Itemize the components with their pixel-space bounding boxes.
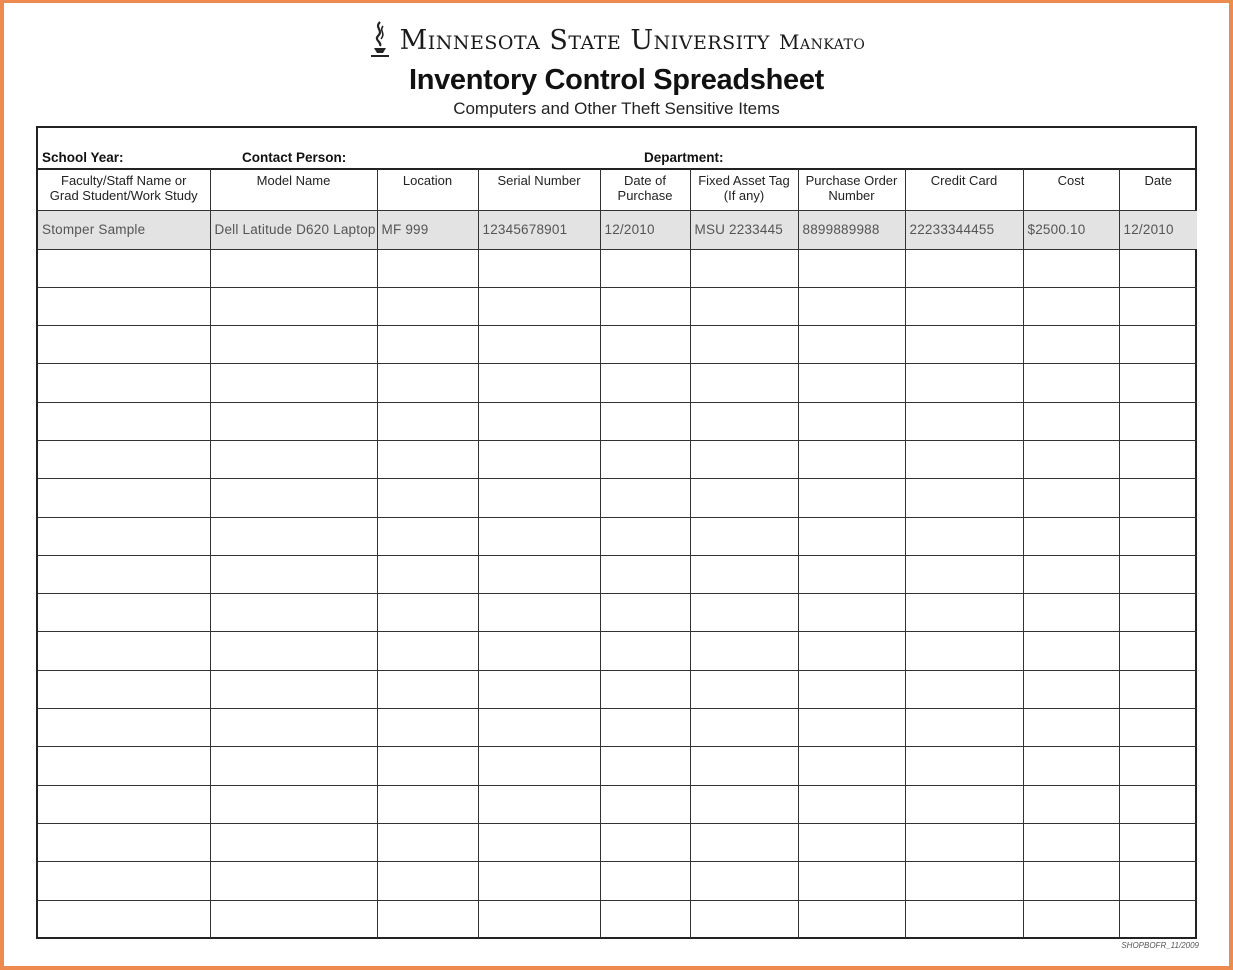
col-fixed-asset-tag-cell[interactable]	[690, 862, 798, 900]
col-credit-card-cell[interactable]	[905, 364, 1023, 402]
col-credit-card-cell[interactable]	[905, 594, 1023, 632]
col-fixed-asset-tag-cell[interactable]	[690, 402, 798, 440]
col-location-cell[interactable]	[377, 900, 478, 938]
col-location-cell[interactable]	[377, 402, 478, 440]
col-po-number-cell[interactable]	[798, 747, 905, 785]
col-serial-number-cell[interactable]	[478, 900, 600, 938]
col-fixed-asset-tag-cell[interactable]: MSU 2233445	[690, 210, 798, 249]
col-credit-card-cell[interactable]	[905, 709, 1023, 747]
col-date-cell[interactable]	[1119, 594, 1197, 632]
contact-person-label: Contact Person:	[242, 150, 347, 165]
university-logo	[0, 18, 1233, 62]
col-date-cell[interactable]	[1119, 670, 1197, 708]
inventory-table	[38, 169, 1197, 938]
col-date-cell[interactable]	[1119, 326, 1197, 364]
col-name-cell[interactable]: Stomper Sample	[38, 210, 210, 249]
col-model-name-cell[interactable]	[210, 862, 377, 900]
col-location-header	[377, 169, 478, 210]
table-row	[38, 517, 1197, 555]
col-location-cell[interactable]	[377, 517, 478, 555]
col-serial-number-cell[interactable]	[478, 364, 600, 402]
col-credit-card-cell[interactable]	[905, 249, 1023, 287]
col-name-cell[interactable]	[38, 670, 210, 708]
col-serial-number-cell[interactable]	[478, 440, 600, 478]
col-po-number-cell[interactable]	[798, 402, 905, 440]
col-name-cell[interactable]	[38, 402, 210, 440]
col-name-cell[interactable]	[38, 555, 210, 593]
col-date-of-purchase-cell[interactable]: 12/2010	[600, 210, 690, 249]
col-name-cell[interactable]	[38, 326, 210, 364]
col-location-cell[interactable]	[377, 326, 478, 364]
table-row	[38, 402, 1197, 440]
page-title: Inventory Control Spreadsheet	[408, 64, 825, 96]
table-row	[38, 785, 1197, 823]
col-name-cell[interactable]	[38, 249, 210, 287]
col-date-of-purchase-cell[interactable]	[600, 364, 690, 402]
col-date-header	[1119, 169, 1197, 210]
col-serial-number-cell[interactable]: 12345678901	[478, 210, 600, 249]
col-date-of-purchase-cell[interactable]	[600, 402, 690, 440]
col-po-number-cell[interactable]	[798, 709, 905, 747]
col-credit-card-cell[interactable]	[905, 823, 1023, 861]
col-date-of-purchase-cell[interactable]	[600, 900, 690, 938]
col-fixed-asset-tag-cell[interactable]	[690, 326, 798, 364]
col-credit-card-cell[interactable]	[905, 632, 1023, 670]
torch-icon	[368, 20, 392, 60]
col-name-cell[interactable]	[38, 517, 210, 555]
col-cost-cell[interactable]	[1023, 364, 1119, 402]
col-name-cell[interactable]	[38, 479, 210, 517]
col-po-number-cell[interactable]	[798, 364, 905, 402]
col-date-cell[interactable]	[1119, 632, 1197, 670]
col-model-name-cell[interactable]	[210, 326, 377, 364]
col-po-number-cell[interactable]	[798, 249, 905, 287]
col-serial-number-cell[interactable]	[478, 287, 600, 325]
col-location-cell[interactable]	[377, 709, 478, 747]
col-serial-number-cell[interactable]	[478, 479, 600, 517]
col-location-cell[interactable]	[377, 249, 478, 287]
col-model-name-cell[interactable]	[210, 249, 377, 287]
table-row	[38, 249, 1197, 287]
col-date-of-purchase-cell[interactable]	[600, 479, 690, 517]
col-cost-cell[interactable]	[1023, 555, 1119, 593]
col-po-number-cell[interactable]	[798, 555, 905, 593]
col-cost-cell[interactable]	[1023, 900, 1119, 938]
col-credit-card-cell[interactable]: 22233344455	[905, 210, 1023, 249]
col-po-number-cell[interactable]	[798, 862, 905, 900]
col-cost-cell[interactable]	[1023, 249, 1119, 287]
col-name-cell[interactable]	[38, 785, 210, 823]
table-row	[38, 670, 1197, 708]
col-cost-header	[1023, 169, 1119, 210]
col-date-of-purchase-cell[interactable]	[600, 555, 690, 593]
col-po-number-cell[interactable]	[798, 823, 905, 861]
col-serial-number-cell[interactable]	[478, 517, 600, 555]
col-fixed-asset-tag-cell[interactable]	[690, 785, 798, 823]
col-cost-cell[interactable]	[1023, 785, 1119, 823]
header-line-2: Purchase	[617, 188, 673, 203]
col-model-name-cell[interactable]	[210, 709, 377, 747]
col-fixed-asset-tag-cell[interactable]	[690, 747, 798, 785]
header-line-2: Number	[828, 188, 875, 203]
col-serial-number-cell[interactable]	[478, 709, 600, 747]
col-serial-number-cell[interactable]	[478, 823, 600, 861]
col-serial-number-cell[interactable]	[478, 402, 600, 440]
col-model-name-cell[interactable]	[210, 479, 377, 517]
col-date-cell[interactable]	[1119, 900, 1197, 938]
page-subtitle: Computers and Other Theft Sensitive Items	[453, 99, 780, 118]
col-fixed-asset-tag-cell[interactable]	[690, 594, 798, 632]
col-cost-cell[interactable]	[1023, 862, 1119, 900]
document-header	[0, 18, 1233, 119]
col-credit-card-cell[interactable]	[905, 747, 1023, 785]
col-location-cell[interactable]	[377, 823, 478, 861]
col-date-of-purchase-cell[interactable]	[600, 709, 690, 747]
col-serial-number-cell[interactable]	[478, 249, 600, 287]
header-line-1: Credit Card	[930, 173, 998, 188]
col-date-cell[interactable]	[1119, 823, 1197, 861]
col-date-of-purchase-cell[interactable]	[600, 440, 690, 478]
department-label: Department:	[644, 150, 724, 165]
col-cost-cell[interactable]	[1023, 594, 1119, 632]
col-name-cell[interactable]	[38, 900, 210, 938]
col-date-of-purchase-cell[interactable]	[600, 747, 690, 785]
col-po-number-cell[interactable]	[798, 670, 905, 708]
col-model-name-cell[interactable]	[210, 594, 377, 632]
col-credit-card-cell[interactable]	[905, 785, 1023, 823]
col-model-name-cell[interactable]	[210, 517, 377, 555]
col-serial-number-cell[interactable]	[478, 632, 600, 670]
col-date-cell[interactable]	[1119, 440, 1197, 478]
col-date-of-purchase-cell[interactable]	[600, 287, 690, 325]
col-cost-cell[interactable]: $2500.10	[1023, 210, 1119, 249]
col-date-cell[interactable]	[1119, 747, 1197, 785]
col-date-of-purchase-cell[interactable]	[600, 326, 690, 364]
table-row	[38, 364, 1197, 402]
col-cost-cell[interactable]	[1023, 517, 1119, 555]
col-date-cell[interactable]	[1119, 402, 1197, 440]
col-po-number-cell[interactable]	[798, 900, 905, 938]
col-location-cell[interactable]	[377, 785, 478, 823]
col-date-cell[interactable]	[1119, 364, 1197, 402]
col-po-number-cell[interactable]	[798, 440, 905, 478]
col-model-name-cell[interactable]	[210, 287, 377, 325]
col-date-cell[interactable]	[1119, 785, 1197, 823]
table-row	[38, 440, 1197, 478]
col-po-number-cell[interactable]: 8899889988	[798, 210, 905, 249]
col-cost-cell[interactable]	[1023, 287, 1119, 325]
col-date-of-purchase-header	[600, 169, 690, 210]
col-date-of-purchase-cell[interactable]	[600, 785, 690, 823]
campus-name: Mankato	[778, 29, 866, 54]
col-serial-number-cell[interactable]	[478, 785, 600, 823]
col-model-name-cell[interactable]	[210, 364, 377, 402]
col-credit-card-cell[interactable]	[905, 900, 1023, 938]
col-serial-number-cell[interactable]	[478, 326, 600, 364]
col-location-cell[interactable]	[377, 632, 478, 670]
col-model-name-header	[210, 169, 377, 210]
header-line-1: Faculty/Staff Name or	[61, 173, 187, 188]
col-date-cell[interactable]	[1119, 249, 1197, 287]
col-po-number-cell[interactable]	[798, 517, 905, 555]
column-header-row	[38, 169, 1197, 210]
table-row	[38, 479, 1197, 517]
col-model-name-cell[interactable]	[210, 747, 377, 785]
col-location-cell[interactable]	[377, 555, 478, 593]
col-credit-card-cell[interactable]	[905, 440, 1023, 478]
col-model-name-cell[interactable]	[210, 440, 377, 478]
col-credit-card-cell[interactable]	[905, 555, 1023, 593]
header-line-1: Serial Number	[497, 173, 581, 188]
col-cost-cell[interactable]	[1023, 632, 1119, 670]
col-serial-number-cell[interactable]	[478, 862, 600, 900]
col-cost-cell[interactable]	[1023, 479, 1119, 517]
col-po-number-cell[interactable]	[798, 326, 905, 364]
col-credit-card-cell[interactable]	[905, 479, 1023, 517]
col-model-name-cell[interactable]	[210, 402, 377, 440]
header-line-1: Cost	[1057, 173, 1085, 188]
col-po-number-header	[798, 169, 905, 210]
col-serial-number-cell[interactable]	[478, 555, 600, 593]
header-line-2: Grad Student/Work Study	[49, 188, 198, 203]
col-name-cell[interactable]	[38, 709, 210, 747]
university-name: Minnesota State University	[399, 24, 770, 56]
col-fixed-asset-tag-cell[interactable]	[690, 823, 798, 861]
col-po-number-cell[interactable]	[798, 287, 905, 325]
col-name-cell[interactable]	[38, 287, 210, 325]
col-date-of-purchase-cell[interactable]	[600, 670, 690, 708]
col-date-cell[interactable]	[1119, 517, 1197, 555]
col-credit-card-cell[interactable]	[905, 862, 1023, 900]
header-line-2: (If any)	[723, 188, 765, 203]
col-location-cell[interactable]: MF 999	[377, 210, 478, 249]
col-fixed-asset-tag-cell[interactable]	[690, 517, 798, 555]
col-fixed-asset-tag-cell[interactable]	[690, 555, 798, 593]
col-fixed-asset-tag-cell[interactable]	[690, 287, 798, 325]
col-name-cell[interactable]	[38, 632, 210, 670]
col-model-name-cell[interactable]	[210, 900, 377, 938]
meta-row	[38, 128, 1195, 170]
col-credit-card-header	[905, 169, 1023, 210]
header-line-1: Purchase Order	[805, 173, 898, 188]
col-credit-card-cell[interactable]	[905, 326, 1023, 364]
table-row	[38, 747, 1197, 785]
col-location-cell[interactable]	[377, 440, 478, 478]
header-line-1: Fixed Asset Tag	[698, 173, 790, 188]
col-location-cell[interactable]	[377, 364, 478, 402]
col-location-cell[interactable]	[377, 479, 478, 517]
col-credit-card-cell[interactable]	[905, 517, 1023, 555]
header-line-1: Location	[402, 173, 453, 188]
col-cost-cell[interactable]	[1023, 402, 1119, 440]
col-fixed-asset-tag-cell[interactable]	[690, 632, 798, 670]
col-po-number-cell[interactable]	[798, 785, 905, 823]
col-date-cell[interactable]: 12/2010	[1119, 210, 1197, 249]
col-date-of-purchase-cell[interactable]	[600, 594, 690, 632]
inventory-sheet	[36, 126, 1197, 939]
col-date-of-purchase-cell[interactable]	[600, 632, 690, 670]
col-serial-number-cell[interactable]	[478, 670, 600, 708]
col-location-cell[interactable]	[377, 862, 478, 900]
col-fixed-asset-tag-cell[interactable]	[690, 440, 798, 478]
col-serial-number-cell[interactable]	[478, 747, 600, 785]
col-name-cell[interactable]	[38, 862, 210, 900]
table-row	[38, 287, 1197, 325]
table-row	[38, 862, 1197, 900]
col-po-number-cell[interactable]	[798, 479, 905, 517]
col-date-cell[interactable]	[1119, 287, 1197, 325]
header-line-1: Model Name	[256, 173, 331, 188]
col-credit-card-cell[interactable]	[905, 670, 1023, 708]
col-serial-number-cell[interactable]	[478, 594, 600, 632]
col-fixed-asset-tag-cell[interactable]	[690, 249, 798, 287]
col-model-name-cell[interactable]	[210, 785, 377, 823]
table-row	[38, 632, 1197, 670]
col-date-of-purchase-cell[interactable]	[600, 823, 690, 861]
col-name-cell[interactable]	[38, 594, 210, 632]
col-cost-cell[interactable]	[1023, 747, 1119, 785]
form-code: SHOPBOFR_11/2009	[1121, 941, 1199, 950]
col-model-name-cell[interactable]	[210, 823, 377, 861]
col-cost-cell[interactable]	[1023, 709, 1119, 747]
col-credit-card-cell[interactable]	[905, 287, 1023, 325]
col-date-of-purchase-cell[interactable]	[600, 862, 690, 900]
col-date-of-purchase-cell[interactable]	[600, 517, 690, 555]
col-fixed-asset-tag-header	[690, 169, 798, 210]
col-serial-number-header	[478, 169, 600, 210]
header-line-1: Date	[1144, 173, 1172, 188]
col-model-name-cell[interactable]: Dell Latitude D620 Laptop	[210, 210, 377, 249]
col-fixed-asset-tag-cell[interactable]	[690, 900, 798, 938]
col-location-cell[interactable]	[377, 747, 478, 785]
col-credit-card-cell[interactable]	[905, 402, 1023, 440]
sample-row	[38, 210, 1197, 249]
header-line-1: Date of	[624, 173, 666, 188]
col-cost-cell[interactable]	[1023, 823, 1119, 861]
col-name-header	[38, 169, 210, 210]
col-name-cell[interactable]	[38, 440, 210, 478]
col-model-name-cell[interactable]	[210, 670, 377, 708]
col-date-cell[interactable]	[1119, 709, 1197, 747]
col-cost-cell[interactable]	[1023, 326, 1119, 364]
col-date-cell[interactable]	[1119, 862, 1197, 900]
col-fixed-asset-tag-cell[interactable]	[690, 479, 798, 517]
col-name-cell[interactable]	[38, 364, 210, 402]
col-name-cell[interactable]	[38, 823, 210, 861]
table-row	[38, 594, 1197, 632]
table-row	[38, 555, 1197, 593]
school-year-label: School Year:	[42, 150, 124, 165]
col-po-number-cell[interactable]	[798, 632, 905, 670]
table-row	[38, 900, 1197, 938]
col-name-cell[interactable]	[38, 747, 210, 785]
col-fixed-asset-tag-cell[interactable]	[690, 670, 798, 708]
col-date-of-purchase-cell[interactable]	[600, 249, 690, 287]
col-model-name-cell[interactable]	[210, 555, 377, 593]
table-row	[38, 709, 1197, 747]
col-date-cell[interactable]	[1119, 479, 1197, 517]
table-row	[38, 823, 1197, 861]
table-row	[38, 326, 1197, 364]
col-fixed-asset-tag-cell[interactable]	[690, 364, 798, 402]
col-location-cell[interactable]	[377, 594, 478, 632]
col-cost-cell[interactable]	[1023, 670, 1119, 708]
col-cost-cell[interactable]	[1023, 440, 1119, 478]
col-fixed-asset-tag-cell[interactable]	[690, 709, 798, 747]
col-location-cell[interactable]	[377, 670, 478, 708]
col-model-name-cell[interactable]	[210, 632, 377, 670]
col-date-cell[interactable]	[1119, 555, 1197, 593]
col-po-number-cell[interactable]	[798, 594, 905, 632]
col-location-cell[interactable]	[377, 287, 478, 325]
